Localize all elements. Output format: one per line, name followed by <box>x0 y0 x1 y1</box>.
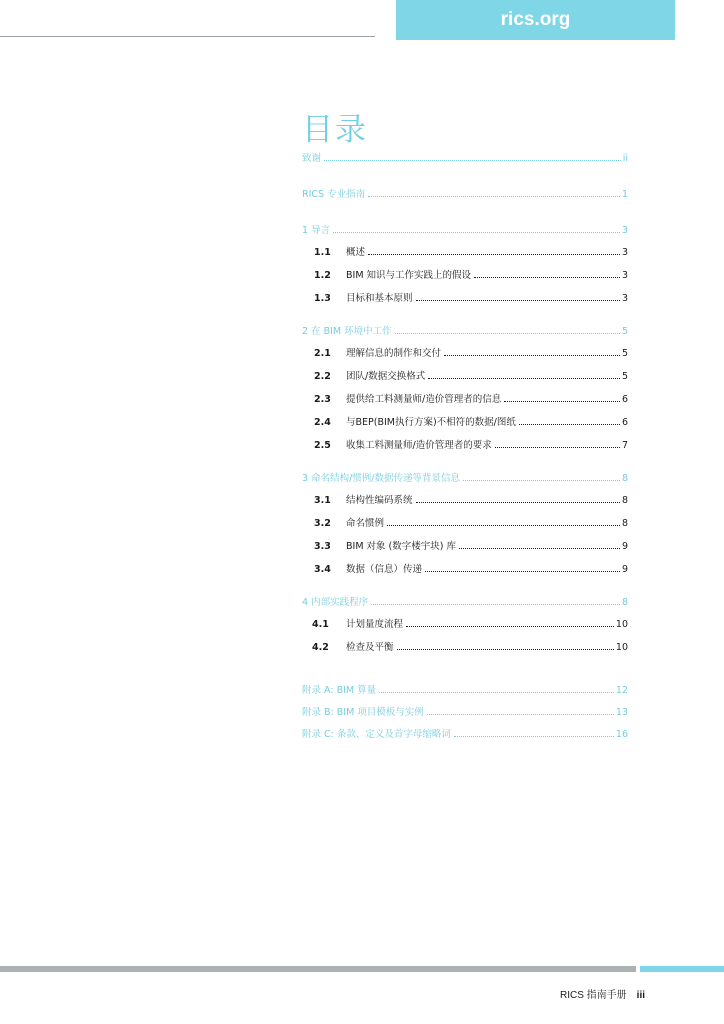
footer <box>560 986 645 1001</box>
site-link[interactable]: rics.org <box>500 9 571 30</box>
footer-accent-bar <box>640 966 724 972</box>
toc-entry-1-3[interactable]: 1.3 目标和基本原则 3 <box>314 293 628 304</box>
toc-list <box>302 150 628 748</box>
site-tab[interactable] <box>396 0 675 40</box>
toc-entry-1-1[interactable]: 1.1 概述 3 <box>314 247 628 258</box>
toc-entry-4-1[interactable]: 4.1 计划量度流程 10 <box>312 619 628 630</box>
toc-entry-3-2[interactable]: 3.2 命名惯例 8 <box>314 518 628 529</box>
toc-entry-2-1[interactable]: 2.1 理解信息的制作和交付 5 <box>314 348 628 359</box>
toc-entry-2-5[interactable]: 2.5 收集工料测量师/造价管理者的要求 7 <box>314 440 628 451</box>
toc-entry-section-2[interactable]: 2 在 BIM 环境中工作 5 <box>302 326 628 337</box>
toc-entry-appendix-b[interactable]: 附录 B: BIM 项目模板与实例 13 <box>302 707 628 718</box>
toc-entry-2-2[interactable]: 2.2 团队/数据交换格式 5 <box>314 371 628 382</box>
toc-entry-section-1[interactable]: 1 导言 3 <box>302 225 628 236</box>
toc-entry-acknowledgements[interactable]: 致谢 ii <box>302 153 628 164</box>
toc-entry-rics-guidance[interactable]: RICS 专业指南 1 <box>302 189 628 200</box>
header-rule <box>0 36 375 37</box>
toc-entry-2-3[interactable]: 2.3 提供给工料测量师/造价管理者的信息 6 <box>314 394 628 405</box>
footer-bar <box>0 966 636 972</box>
toc-entry-1-2[interactable]: 1.2 BIM 知识与工作实践上的假设 3 <box>314 270 628 281</box>
toc-entry-appendix-a[interactable]: 附录 A: BIM 算量 12 <box>302 685 628 696</box>
toc-entry-4-2[interactable]: 4.2 检查及平衡 10 <box>312 642 628 653</box>
toc-title: 目录 <box>302 112 368 148</box>
toc-entry-3-4[interactable]: 3.4 数据（信息）传递 9 <box>314 564 628 575</box>
toc-entry-3-3[interactable]: 3.3 BIM 对象 (数字楼宇块) 库 9 <box>314 541 628 552</box>
toc-entry-section-4[interactable]: 4 内部实践程序 8 <box>302 597 628 608</box>
page-number: iii <box>636 990 646 1001</box>
toc-entry-3-1[interactable]: 3.1 结构性编码系统 8 <box>314 495 628 506</box>
footer-label: RICS 指南手册 <box>560 990 627 1001</box>
toc-entry-section-3[interactable]: 3 命名结构/惯例/数据传递等背景信息 8 <box>302 473 628 484</box>
toc-entry-appendix-c[interactable]: 附录 C: 条款、定义及首字母缩略词 16 <box>302 729 628 740</box>
toc-entry-2-4[interactable]: 2.4 与BEP(BIM执行方案)不相符的数据/图纸 6 <box>314 417 628 428</box>
